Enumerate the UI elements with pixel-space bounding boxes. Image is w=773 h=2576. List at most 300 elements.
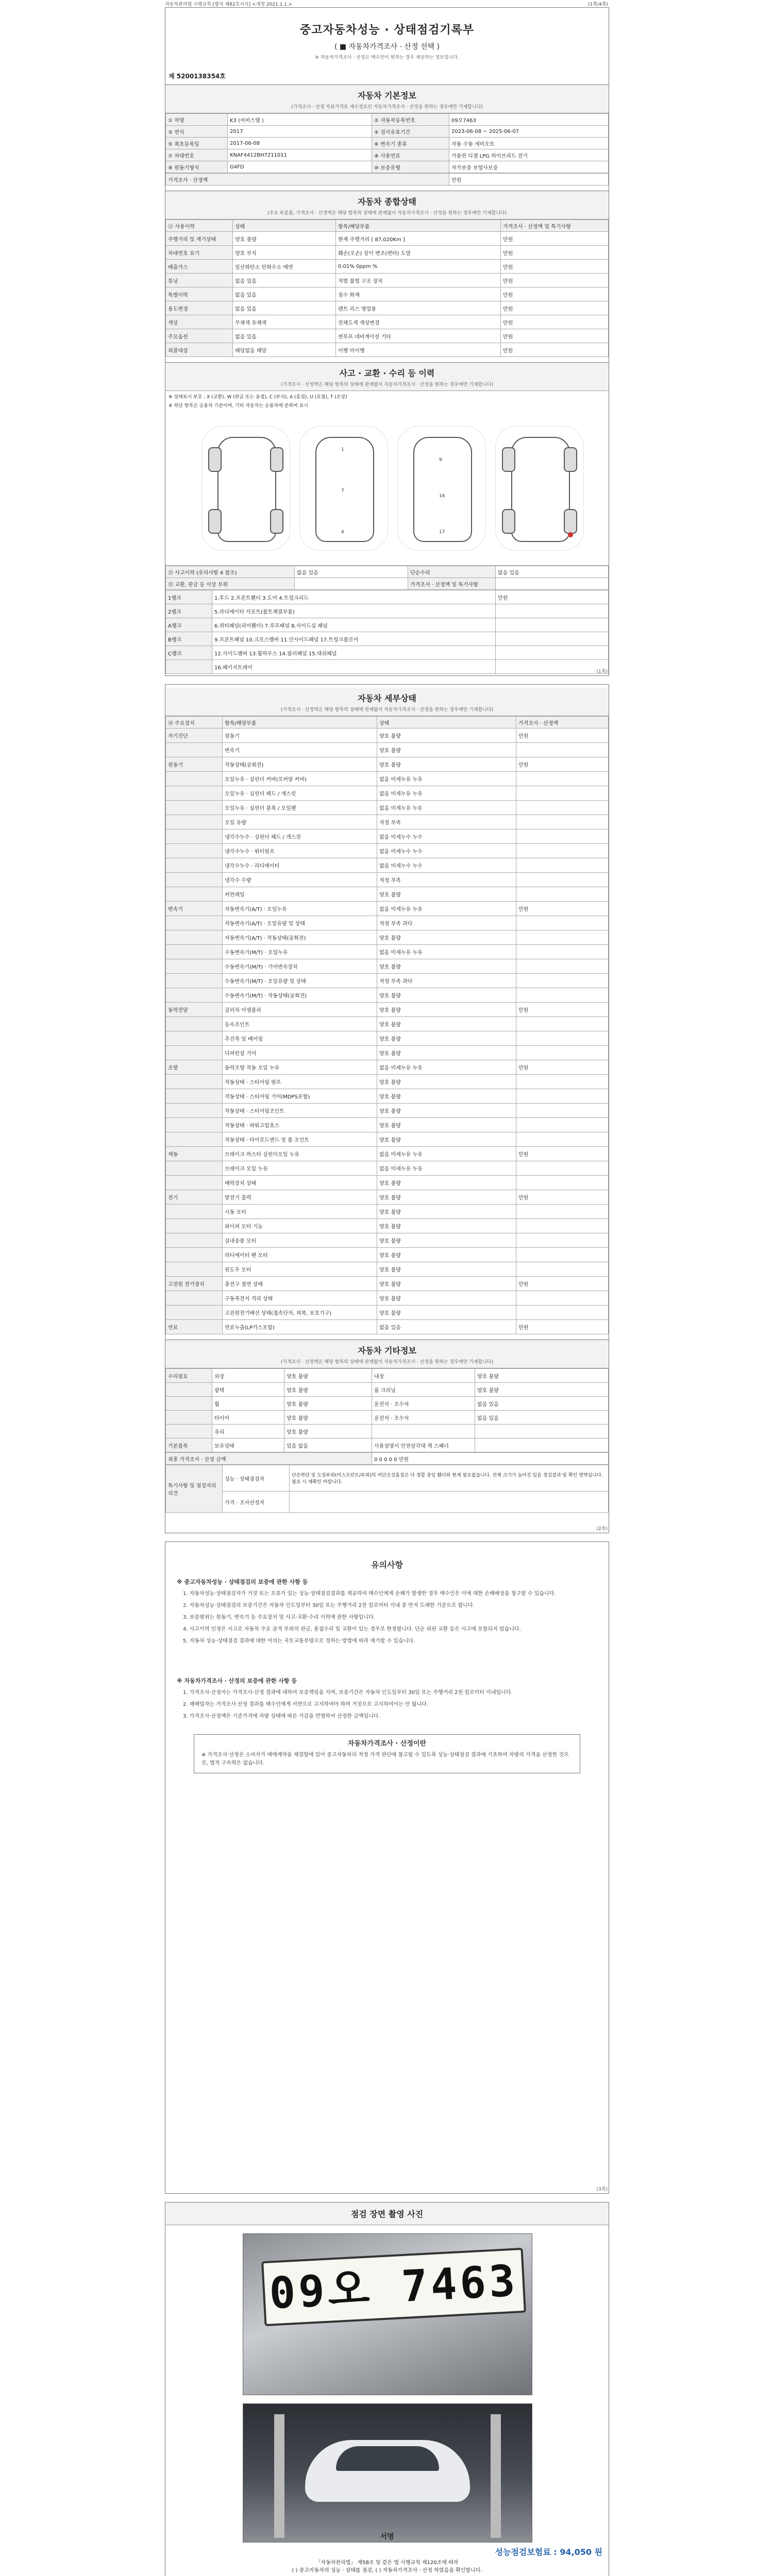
other-section <box>165 1340 609 1513</box>
detail-part: 브레이크 오일 누유 <box>223 1161 377 1176</box>
rank-row <box>166 646 609 660</box>
rank-price-empty <box>496 604 609 618</box>
detail-row <box>166 1075 609 1089</box>
certification-line-1: 「자동차관리법」 제58조 및 같은 법 시행규칙 제120조에 따라 <box>315 2560 459 2566</box>
basic-field-label: ⑧ 사용연료 <box>372 149 449 161</box>
summary-item-detail: 훼손(오손) 상이 변조(변타) 도말 <box>336 246 501 260</box>
rank-items: 1.후드 2.프론트휀더 3.도어 4.트렁크리드 <box>212 590 496 604</box>
detail-group <box>166 858 223 873</box>
other-state: 양호 불량 <box>284 1397 372 1411</box>
summary-header-part: 항목/해당부품 <box>336 220 501 232</box>
other-part: 유리 <box>212 1425 284 1438</box>
detail-price: 만원 <box>516 1060 609 1075</box>
detail-price: 만원 <box>516 757 609 772</box>
detail-state: 양호 불량 <box>377 1031 516 1046</box>
detail-group <box>166 1306 223 1320</box>
accident-value: 없음 있음 <box>295 566 408 578</box>
other-row <box>166 1411 609 1425</box>
detail-row <box>166 772 609 786</box>
detail-row <box>166 1046 609 1060</box>
detail-state: 양호 불량 <box>377 1291 516 1306</box>
basic-field-value: K3 (씨버스텔 ) <box>228 114 372 126</box>
detail-row <box>166 1262 609 1277</box>
detail-row <box>166 1291 609 1306</box>
summary-item-state: 없음 있음 <box>233 274 336 287</box>
vehicle-lift-photo <box>243 2403 532 2543</box>
detail-part: 변속기 <box>223 743 377 757</box>
detail-part: 오일누유 · 실린더 커버(로커암 커버) <box>223 772 377 786</box>
detail-price <box>516 916 609 930</box>
rank-items: 5.라디에이터 서포트(볼트체결부품) <box>212 604 496 618</box>
detail-state: 적정 부족 <box>377 815 516 829</box>
detail-group <box>166 1132 223 1147</box>
rank-items: 16.패키지트레이 <box>212 660 496 674</box>
detail-state: 없음 미세누유 누유 <box>377 1147 516 1161</box>
detail-price <box>516 873 609 887</box>
detail-row <box>166 1104 609 1118</box>
detail-state: 양호 불량 <box>377 728 516 743</box>
accident-title: 사고 · 교환 · 수리 등 이력 <box>165 362 609 381</box>
basic-info-title: 자동차 기본정보 <box>165 84 609 103</box>
detail-part: 고전원전기배선 상태(접속단자, 피복, 보호기구) <box>223 1306 377 1320</box>
summary-item-state: 무채색 유채색 <box>233 315 336 329</box>
accident-row <box>166 566 609 578</box>
detail-price: 만원 <box>516 1147 609 1161</box>
summary-item-detail: 렌트 리스 영업용 <box>336 301 501 315</box>
caution-item: 3. 가격조사·산정액은 기준가격에 차량 상태에 따른 가감을 반영하여 산정한 금액입니다. <box>183 1714 380 1719</box>
summary-item-label: 차대번호 표기 <box>166 246 233 260</box>
detail-group <box>166 1104 223 1118</box>
detail-price <box>516 945 609 959</box>
detail-state: 없음 미세누유 누유 <box>377 786 516 801</box>
detail-price: 만원 <box>516 1190 609 1205</box>
detail-group <box>166 945 223 959</box>
cautions-head-1: ※ 중고자동차성능 · 상태점검의 보증에 관한 사항 등 <box>177 1579 308 1585</box>
detail-price <box>516 1306 609 1320</box>
detail-price: 만원 <box>516 902 609 916</box>
detail-part: 원동기 <box>223 728 377 743</box>
detail-group <box>166 786 223 801</box>
detail-price <box>516 815 609 829</box>
other-part: 타이어 <box>212 1411 284 1425</box>
summary-item-price: 만원 <box>501 301 609 315</box>
basic-field-value: 2017-06-08 <box>228 138 372 149</box>
detail-price <box>516 1017 609 1031</box>
inspector-label: 성능 · 상태점검자 <box>223 1465 290 1492</box>
detail-row <box>166 988 609 1003</box>
basic-field-value: 자동 수동 세미오토 <box>449 138 609 149</box>
detail-row <box>166 1017 609 1031</box>
detail-price <box>516 1089 609 1104</box>
detail-price <box>516 1291 609 1306</box>
detail-row <box>166 930 609 945</box>
detail-price <box>516 1248 609 1262</box>
detail-state: 양호 불량 <box>377 1190 516 1205</box>
detail-row <box>166 815 609 829</box>
summary-row <box>166 274 609 287</box>
accident-value <box>295 578 408 590</box>
caution-item: 4. 사고이력 인정은 사고로 자동차 주요 골격 부위의 판금, 용접수리 및 교환이 있는 경우로 한정합니다. 단순 외판 교환 등은 사고에 포함되지 않습니다. <box>183 1626 521 1632</box>
accident-legend-2: ※ 하단 항목은 승용차 기준이며, 기타 자동차는 승용차에 준하여 표시 <box>169 403 308 409</box>
detail-row <box>166 873 609 887</box>
detail-row <box>166 829 609 844</box>
accident-label: ⑫ 사고이력 (유의사항 4 참조) <box>166 566 295 578</box>
detail-row <box>166 743 609 757</box>
basic-field-label: ① 차명 <box>166 114 228 126</box>
detail-state: 양호 불량 <box>377 1233 516 1248</box>
summary-item-state: 없음 있음 <box>233 329 336 343</box>
detail-state: 없음 미세누유 누유 <box>377 772 516 786</box>
final-price-value: 0 0 0 0 0 만원 <box>372 1453 609 1465</box>
detail-state: 적정 부족 과다 <box>377 974 516 988</box>
detail-price <box>516 772 609 786</box>
summary-item-price: 만원 <box>501 274 609 287</box>
basic-field-label: ⑥ 변속기 종류 <box>372 138 449 149</box>
rank-price-empty <box>496 646 609 660</box>
detail-part: 클러치 어셈블리 <box>223 1003 377 1017</box>
detail-row <box>166 1306 609 1320</box>
detail-state: 양호 불량 <box>377 1132 516 1147</box>
detail-row <box>166 945 609 959</box>
detail-price <box>516 844 609 858</box>
summary-row <box>166 343 609 357</box>
detail-part: 수동변속기(M/T) · 오일유량 및 상태 <box>223 974 377 988</box>
rank-label: 2랭크 <box>166 604 212 618</box>
detail-state: 양호 불량 <box>377 887 516 902</box>
basic-field-label: ③ 연식 <box>166 126 228 138</box>
detail-part: 작동상태 · 스티어링 기어(MDPS포함) <box>223 1089 377 1104</box>
detail-group <box>166 844 223 858</box>
basic-field-label: ② 자동차등록번호 <box>372 114 449 126</box>
detail-header-state: 상태 <box>377 717 516 728</box>
summary-header-state: 상태 <box>233 220 336 232</box>
summary-section <box>165 191 609 357</box>
basic-field-label: ⑦ 차대번호 <box>166 149 228 161</box>
basic-field-value: 2023-06-08 ~ 2025-06-07 <box>449 126 609 138</box>
document-title: 중고자동차성능 · 상태점검기록부 <box>299 24 475 37</box>
detail-state: 없음 미세누유 누유 <box>377 1161 516 1176</box>
accident-section <box>165 362 609 674</box>
caution-item: 5. 자동차 성능·상태점검 결과에 대한 이의는 국토교통부령으로 정하는 방법에 따라 제기할 수 있습니다. <box>183 1638 415 1644</box>
detail-group <box>166 916 223 930</box>
summary-title: 자동차 종합상태 <box>165 191 609 209</box>
summary-item-state: 일산화탄소 탄화수소 매연 <box>233 260 336 274</box>
detail-row <box>166 844 609 858</box>
other-part: 보유상태 <box>212 1438 284 1452</box>
detail-price: 만원 <box>516 1003 609 1017</box>
detail-state: 양호 불량 <box>377 1046 516 1060</box>
detail-state: 양호 불량 <box>377 1262 516 1277</box>
other-group: 기본품목 <box>166 1438 212 1452</box>
detail-row <box>166 757 609 772</box>
other-state-2: 양호 불량 <box>475 1383 609 1397</box>
detail-part: 냉각수누수 · 라디에이터 <box>223 858 377 873</box>
rank-label: A랭크 <box>166 618 212 632</box>
summary-item-detail: 썬루프 네비게이션 기타 <box>336 329 501 343</box>
summary-item-state: 없음 있음 <box>233 287 336 301</box>
detail-row <box>166 1132 609 1147</box>
basic-field-value: 09오7463 <box>449 114 609 126</box>
page-3 <box>165 1541 609 2194</box>
other-part-2: 사용설명서 안전삼각대 잭 스패너 <box>372 1438 475 1452</box>
detail-part: 구동축전지 격리 상태 <box>223 1291 377 1306</box>
detail-part: 윈도우 모터 <box>223 1262 377 1277</box>
final-price-table <box>165 1452 609 1465</box>
accident-legend: ※ 상태표시 부호 : X (교환), W (판금 또는 용접), C (부식), A (흠집), U (요철), T (손상) <box>169 395 347 400</box>
summary-item-price: 만원 <box>501 287 609 301</box>
summary-item-label: 튜닝 <box>166 274 233 287</box>
page-2 <box>165 684 609 1533</box>
detail-state: 양호 불량 <box>377 1248 516 1262</box>
summary-item-label: 용도변경 <box>166 301 233 315</box>
detail-state: 없음 미세누수 누수 <box>377 858 516 873</box>
summary-row <box>166 232 609 246</box>
other-state-2 <box>475 1438 609 1452</box>
other-row <box>166 1425 609 1438</box>
other-state-2: 양호 불량 <box>475 1369 609 1383</box>
detail-price <box>516 1205 609 1219</box>
detail-price <box>516 1104 609 1118</box>
rank-label: C랭크 <box>166 646 212 660</box>
other-state: 양호 불량 <box>284 1369 372 1383</box>
detail-group <box>166 1017 223 1031</box>
detail-group <box>166 873 223 887</box>
detail-state: 없음 미세누유 누유 <box>377 801 516 815</box>
summary-item-price: 만원 <box>501 343 609 357</box>
other-row <box>166 1383 609 1397</box>
summary-row <box>166 287 609 301</box>
rank-label: B랭크 <box>166 632 212 646</box>
detail-price <box>516 988 609 1003</box>
detail-state: 없음 미세누유 누유 <box>377 902 516 916</box>
detail-group <box>166 1219 223 1233</box>
detail-state: 양호 불량 <box>377 930 516 945</box>
detail-state: 양호 불량 <box>377 1075 516 1089</box>
detail-state: 없음 미세누유 누유 <box>377 945 516 959</box>
detail-price <box>516 1176 609 1190</box>
summary-item-price: 만원 <box>501 315 609 329</box>
detail-state: 양호 불량 <box>377 1104 516 1118</box>
other-row <box>166 1369 609 1383</box>
detail-row <box>166 959 609 974</box>
accident-label-2: 단순수리 <box>408 566 496 578</box>
rank-label: 1랭크 <box>166 590 212 604</box>
basic-info-table <box>165 113 609 173</box>
detail-price: 만원 <box>516 1277 609 1291</box>
detail-row <box>166 1161 609 1176</box>
detail-state: 양호 불량 <box>377 757 516 772</box>
summary-item-state: 없음 있음 <box>233 301 336 315</box>
detail-row <box>166 858 609 873</box>
accident-label: ⑬ 교환, 판금 등 이상 부위 <box>166 578 295 590</box>
detail-part: 냉각수누수 · 워터펌프 <box>223 844 377 858</box>
rank-row <box>166 632 609 646</box>
basic-info-row <box>166 114 609 126</box>
detail-part: 오일 유량 <box>223 815 377 829</box>
basic-field-label: ④ 검사유효기간 <box>372 126 449 138</box>
detail-part: 작동상태(공회전) <box>223 757 377 772</box>
detail-group <box>166 1031 223 1046</box>
basic-price-value: 만원 <box>449 174 609 185</box>
detail-header-part: 항목/해당부품 <box>223 717 377 728</box>
summary-item-detail: 적법 불법 구조 장치 <box>336 274 501 287</box>
rank-items: 6.쿼터패널(리어휀더) 7.루프패널 8.사이드실 패널 <box>212 618 496 632</box>
form-reference: 자동차관리법 시행규칙 [별지 제82호서식] <개정 2021.1.1.> <box>165 2 293 7</box>
detail-state: 양호 불량 <box>377 1306 516 1320</box>
caution-item: 2. 자동차성능·상태점검의 보증기간은 자동차 인도일부터 30일 또는 주행거리 2천 킬로미터 이내 중 먼저 도래한 기준으로 합니다. <box>183 1603 475 1608</box>
summary-row <box>166 246 609 260</box>
other-state: 양호 불량 <box>284 1383 372 1397</box>
accident-table <box>165 566 609 590</box>
damage-marker <box>568 532 573 537</box>
detail-part: 동력조향 작동 오일 누유 <box>223 1060 377 1075</box>
detail-state: 양호 불량 <box>377 1017 516 1031</box>
basic-price-label: 가격조사 · 산정액 <box>166 174 449 185</box>
summary-row <box>166 329 609 343</box>
rank-items: 12.사이드멤버 13.휠하우스 14.필러패널 15.대쉬패널 <box>212 646 496 660</box>
rank-row <box>166 660 609 674</box>
detail-price <box>516 1262 609 1277</box>
detail-price <box>516 801 609 815</box>
detail-header-price: 가격조사 · 산정액 <box>516 717 609 728</box>
detail-part: 브레이크 마스터 실린더오일 누유 <box>223 1147 377 1161</box>
detail-row <box>166 1320 609 1334</box>
appraisal-info-box <box>194 1734 580 1773</box>
detail-price: 만원 <box>516 728 609 743</box>
appraiser-label: 가격 · 조사산정자 <box>223 1492 290 1513</box>
other-group <box>166 1383 212 1397</box>
detail-price <box>516 1219 609 1233</box>
certification-line-2: ( ) 중고자동차의 성능 · 상태를 점검, ( ) 자동차가격조사 · 산정 하였음을 확인합니다. <box>292 2568 482 2573</box>
other-state: 있음 없음 <box>284 1438 372 1452</box>
detail-group <box>166 1233 223 1248</box>
cautions-head-2: ※ 자동차가격조사 · 산정의 보증에 관한 사항 등 <box>177 1677 297 1684</box>
caution-item: 2. 매매업자는 가격조사·산정 결과를 매수인에게 서면으로 고지하여야 하며 거짓으로 고지하여서는 안 됩니다. <box>183 1702 428 1707</box>
detail-price <box>516 1161 609 1176</box>
detail-part: 자동변속기(A/T) · 오일유량 및 상태 <box>223 916 377 930</box>
car-diagram-right <box>495 426 584 551</box>
detail-row <box>166 1060 609 1075</box>
detail-state: 적정 부족 <box>377 873 516 887</box>
detail-table <box>165 716 609 1334</box>
appraisal-info-title: 자동차가격조사 · 산정이란 <box>347 1740 427 1748</box>
rank-items: 9.프론트패널 10.크로스멤버 11.인사이드패널 17.트렁크플로어 <box>212 632 496 646</box>
detail-price <box>516 858 609 873</box>
final-price-label: 최종 가격조사 · 산정 금액 <box>166 1453 372 1465</box>
car-diagram-frame: 9 16 17 <box>397 426 486 551</box>
basic-field-value: 가솔린 디젤 LPG 하이브리드 전기 <box>449 149 609 161</box>
summary-item-detail: 0.01% 0ppm % <box>336 260 501 274</box>
detail-group: 고전원 전기장치 <box>166 1277 223 1291</box>
basic-field-value: G4FD <box>228 161 372 173</box>
detail-group <box>166 801 223 815</box>
other-row <box>166 1397 609 1411</box>
summary-item-state: 해당없음 해당 <box>233 343 336 357</box>
other-state: 양호 불량 <box>284 1411 372 1425</box>
detail-row <box>166 1089 609 1104</box>
page-4 <box>165 2202 609 2576</box>
other-part-2 <box>372 1425 475 1438</box>
other-group: 수리필요 <box>166 1369 212 1383</box>
detail-row <box>166 1190 609 1205</box>
detail-part: 라디에이터 팬 모터 <box>223 1248 377 1262</box>
summary-row <box>166 301 609 315</box>
detail-group <box>166 1161 223 1176</box>
summary-item-price: 만원 <box>501 260 609 274</box>
detail-part: 발전기 출력 <box>223 1190 377 1205</box>
detail-group: 변속기 <box>166 902 223 916</box>
detail-part: 시동 모터 <box>223 1205 377 1219</box>
detail-price <box>516 1046 609 1060</box>
cautions-section <box>165 1542 609 1781</box>
signature-label: 서명 <box>380 2533 394 2541</box>
detail-price <box>516 1233 609 1248</box>
detail-state: 양호 불량 <box>377 1118 516 1132</box>
detail-state: 양호 불량 <box>377 1176 516 1190</box>
detail-group <box>166 1176 223 1190</box>
basic-field-value: KNAF4412BH7211011 <box>228 149 372 161</box>
detail-group: 동력전달 <box>166 1003 223 1017</box>
rank-price: 만원 <box>496 590 609 604</box>
other-row <box>166 1438 609 1452</box>
summary-item-label: 주행거리 및 계기상태 <box>166 232 233 246</box>
detail-part: 수동변속기(M/T) · 오일누유 <box>223 945 377 959</box>
detail-part: 자동변속기(A/T) · 오일누유 <box>223 902 377 916</box>
license-plate-photo <box>243 2233 532 2395</box>
detail-row <box>166 1233 609 1248</box>
other-group <box>166 1425 212 1438</box>
other-part-2: 룸 크리닝 <box>372 1383 475 1397</box>
detail-state: 양호 불량 <box>377 988 516 1003</box>
detail-state: 없음 미세누수 누수 <box>377 844 516 858</box>
detail-part: 배력장치 상태 <box>223 1176 377 1190</box>
basic-field-label: ⑩ 보증유형 <box>372 161 449 173</box>
detail-row <box>166 1248 609 1262</box>
summary-item-state: 양호 불량 <box>233 232 336 246</box>
detail-part: 실내송풍 모터 <box>223 1233 377 1248</box>
document-subtitle: ( ■ 자동차가격조사 · 산정 선택 ) <box>334 43 440 51</box>
detail-group <box>166 1046 223 1060</box>
basic-field-label: ⑨ 원동기형식 <box>166 161 228 173</box>
detail-title: 자동차 세부상태 <box>165 688 609 706</box>
rank-table <box>165 590 609 674</box>
page-3-number: (3쪽) <box>596 2187 608 2192</box>
rank-price-empty <box>496 660 609 674</box>
summary-table <box>165 219 609 357</box>
detail-group <box>166 1205 223 1219</box>
detail-row <box>166 1219 609 1233</box>
document-number: 제 5200138354호 <box>169 73 226 80</box>
detail-group <box>166 1291 223 1306</box>
detail-row <box>166 801 609 815</box>
basic-info-row <box>166 138 609 149</box>
detail-row <box>166 1003 609 1017</box>
detail-part: 냉각수누수 · 실린더 헤드 / 개스킷 <box>223 829 377 844</box>
detail-price <box>516 1031 609 1046</box>
detail-price: 만원 <box>516 1320 609 1334</box>
document-note: ※ 자동차가격조사 · 산정은 매수인이 원하는 경우 제공하는 정보입니다. <box>315 55 459 60</box>
detail-state: 양호 불량 <box>377 1003 516 1017</box>
summary-note: (주요 부분품, 가격조사 · 산정액은 해당 항목의 상태에 관계없이 자동차가격조사 · 산정을 원하는 경우에만 기재합니다) <box>165 209 609 219</box>
form-header-bar <box>165 0 608 7</box>
summary-item-price: 만원 <box>501 329 609 343</box>
detail-group <box>166 815 223 829</box>
other-part-2: 운전석 · 조수석 <box>372 1397 475 1411</box>
summary-item-detail: 현재 주행거리 [ 87,020Km ] <box>336 232 501 246</box>
detail-group <box>166 829 223 844</box>
detail-row <box>166 902 609 916</box>
basic-info-note: (가격조사 · 산정 자료가격표 제수정요인 자동차가격조사 · 산정을 원하는 경우에만 기재합니다) <box>165 103 609 113</box>
